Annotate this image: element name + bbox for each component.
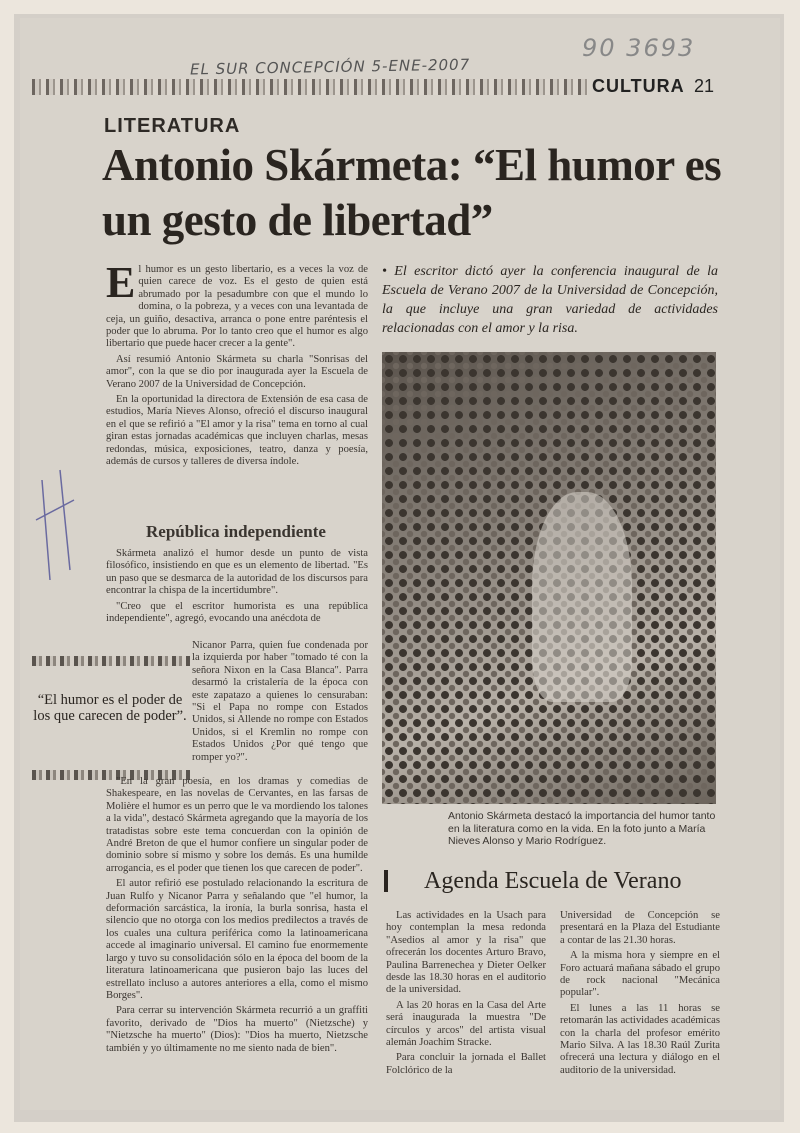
body-paragraph: El autor refirió ese postulado relacionando la escritura de Juan Rulfo y Nicanor Parra y señalando que "el humor, la deformación sarcástica, la ironía, la burla sonrisa, hasta el silencio que no otorga con los medios predilectos a través de los cuales una cultura periférica como la latinoamericana accede al imaginario universal. El camino fue enormemente largo y tuvo su consolidación sólo en la época del boom de la literatura latinoamericana que pusieron bajo las luces del estrellato incluso a autores anteriores a ella, como el mismo Borges". — [106, 878, 368, 1001]
agenda-paragraph: Las actividades en la Usach para hoy contemplan la mesa redonda "Asedios al amor y la risa" que ofrecerán los docentes Arturo Bravo, Paulina Barrenechea y Dieter Oelker desde las 18.30 horas en el auditorio de la universidad. — [386, 910, 546, 996]
photo-subject — [532, 492, 632, 702]
drop-cap: E — [106, 258, 136, 307]
handwritten-mark — [30, 460, 90, 590]
body-paragraph: "En la gran poesía, en los dramas y comedias de Shakespeare, en las novelas de Cervantes, en las farsas de Molière el humor es un perro que le va mordiendo los talones a la vida", destacó Skármeta agregando que la mayoría de los tratadistas sobre este tema concuerdan con la opinión de André Breton de que el humor confiere un singular poder de dominio sobre sí mismo y sobre los demás. Es una humilde arrogancia, es el poder que tienen los que carecen de poder". — [106, 776, 368, 874]
body-column-a — [106, 548, 368, 628]
agenda-paragraph: A la misma hora y siempre en el Foro actuará mañana sábado el grupo de rock nacional "Mecánica popular". — [560, 950, 720, 999]
body-column-narrow — [192, 640, 368, 767]
agenda-column-1 — [386, 910, 546, 1080]
kicker: LITERATURA — [104, 115, 241, 137]
pull-quote: “El humor es el poder de los que carecen de poder”. — [33, 692, 187, 724]
body-paragraph: Nicanor Parra, quien fue condenada por la izquierda por haber "tomado té con la señora Nixon en la Casa Blanca". Parra desarmó la cristalería de la época con este zapatazo a quienes lo censuraban: "Si el Papa no rompe con Estados Unidos, si Allende no rompe con Estados Unidos, si el Kremlin no rompe con Estados Unidos ¿Por qué tengo que romper yo?". — [192, 640, 368, 763]
pull-quote-rule-top — [32, 656, 190, 666]
agenda-column-2 — [560, 910, 720, 1080]
section-label: CULTURA — [588, 76, 689, 97]
article-photo — [382, 352, 716, 804]
photo-caption: Antonio Skármeta destacó la importancia del humor tanto en la literatura como en la vida. En la foto junto a María Nieves Alonso y Mario Rodríguez. — [448, 810, 716, 847]
body-paragraph: "Creo que el escritor humorista es una república independiente", agregó, evocando una anécdota de — [106, 600, 368, 625]
intro-paragraph: l humor es un gesto libertario, es a veces la voz de quien carece de voz. Es el gesto de quien está abrumado por la pesadumbre con que el mundo lo domina, o la pobreza, y a veces con una levantada de ceja, un guiño, desactiva, arranca o pone entre paréntesis el poder que lo abruma. Por lo tanto creo que el humor es algo libertario que puede hacer crecer a la gente". — [106, 264, 368, 350]
agenda-title: Agenda Escuela de Verano — [424, 868, 682, 894]
intro-paragraph: En la oportunidad la directora de Extensión de esa casa de estudios, María Nieves Alonso, ofreció el discurso inaugural en el que se refirió a "El amor y la risa" tema en torno al cual giran estas jornadas académicas que incluyen charlas, mesas redondas, música, exposiciones, teatro, danza y poesía, además de cursos y talleres de diversa índole. — [106, 394, 368, 468]
agenda-paragraph: A las 20 horas en la Casa del Arte será inaugurada la muestra "De círculos y arcos" del artista visual alemán Joachim Stracke. — [386, 999, 546, 1049]
handwritten-code-note: 90 3693 — [582, 34, 696, 62]
body-column-b — [106, 776, 368, 1058]
lede: • El escritor dictó ayer la conferencia inaugural de la Escuela de Verano 2007 de la Universidad de Concepción, la que incluye una gran variedad de actividades relacionadas con el amor y la risa. — [382, 264, 718, 336]
agenda-marker — [384, 870, 388, 892]
agenda-paragraph: El lunes a las 11 horas se retomarán las actividades académicas con la charla del profesor emérito Mario Silva. A las 18.30 Raúl Zurita ofrecerá una lectura y diálogo en el auditorio de la universidad. — [560, 1002, 720, 1076]
page-number: 21 — [694, 76, 715, 96]
agenda-paragraph: Universidad de Concepción se presentará en la Plaza del Estudiante a contar de las 21.30 horas. — [560, 910, 720, 946]
body-paragraph: Para cerrar su intervención Skármeta recurrió a un graffiti favorito, derivado de "Dios ha muerto" (Nietzsche) y "Nietzsche ha muerto" (Dios): "Dios ha muerto, Nietzsche también y yo últimamente no me siento nada de bien". — [106, 1005, 368, 1054]
subheading: República independiente — [146, 522, 326, 541]
headline: Antonio Skármeta: “El humor es un gesto de libertad” — [102, 140, 722, 245]
intro-column — [106, 258, 368, 472]
handwritten-source-note: EL SUR CONCEPCIÓN 5-ENE-2007 — [189, 55, 471, 79]
agenda-paragraph: Para concluir la jornada el Ballet Folclórico de la — [386, 1052, 546, 1076]
intro-paragraph: Así resumió Antonio Skármeta su charla "Sonrisas del amor", con la que se dio por inaugurada ayer la Escuela de Verano 2007 de la Universidad de Concepción. — [106, 353, 368, 390]
body-paragraph: Skármeta analizó el humor desde un punto de vista filosófico, insistiendo en que es un elemento de libertad. "Es un paso que se desmarca de la autoridad de los discursos para encontrar la chispa de la incertidumbre". — [106, 548, 368, 597]
